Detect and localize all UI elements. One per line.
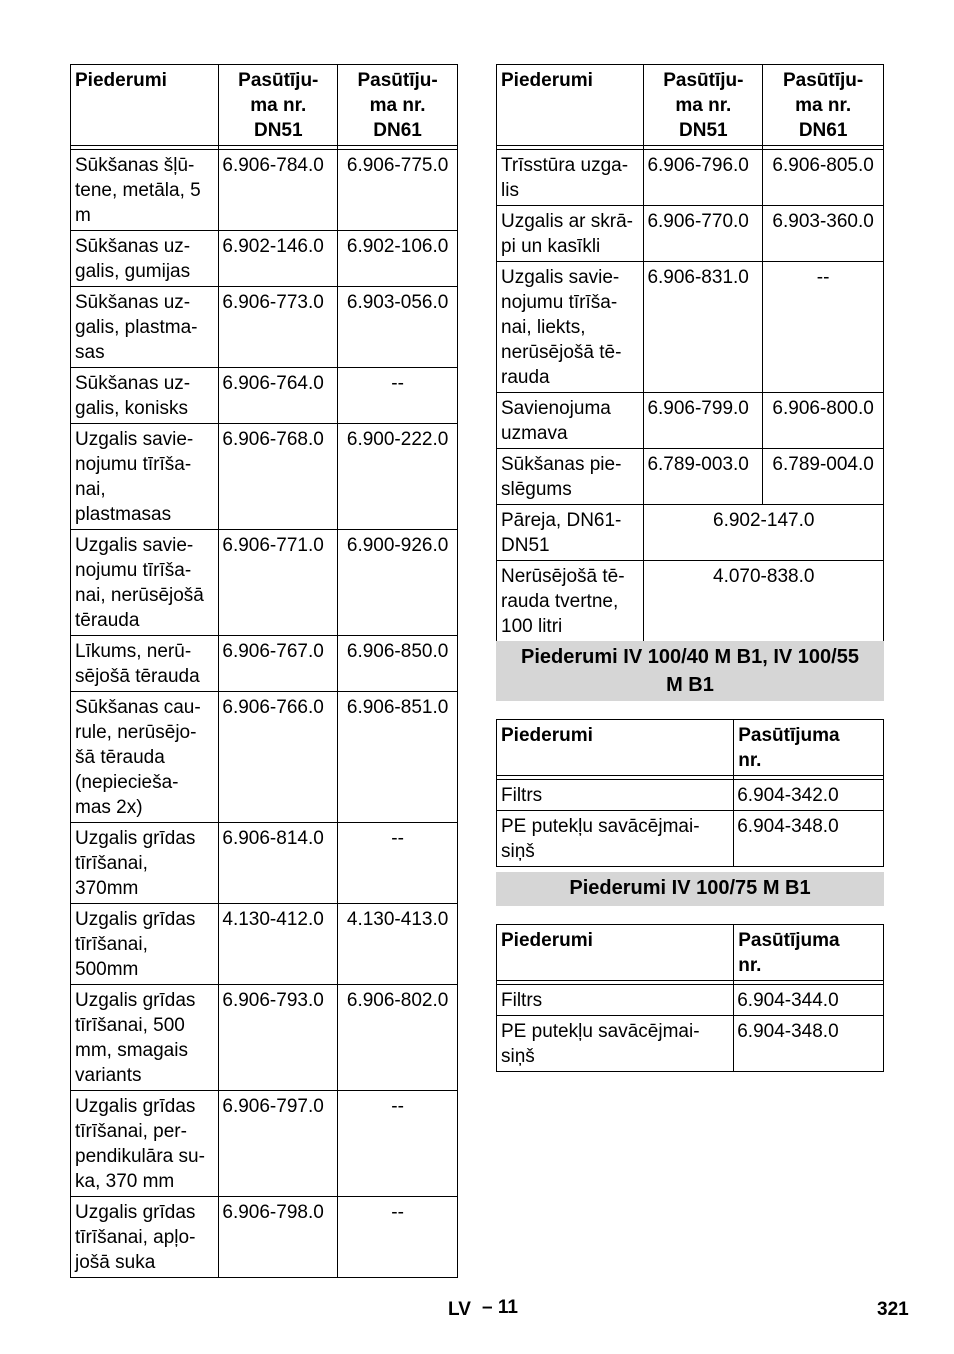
table-row bbox=[497, 1016, 884, 1072]
footer-language: LV bbox=[448, 1299, 471, 1320]
item-name: Trīsstūra uzga- lis bbox=[497, 150, 644, 206]
table-row bbox=[71, 1197, 458, 1278]
order-number-dn61: 6.906-802.0 bbox=[338, 985, 458, 1091]
footer-page-number: 321 bbox=[877, 1299, 909, 1320]
header-dn61: Pasūtīju- ma nr. DN61 bbox=[763, 65, 884, 146]
table-row bbox=[497, 811, 884, 867]
item-name: Uzgalis grīdas tīrīšanai, per- pendikulāra su- ka, 370 mm bbox=[71, 1091, 219, 1197]
header-dn51: Pasūtīju- ma nr. DN51 bbox=[644, 65, 763, 146]
order-number-dn51: 6.906-814.0 bbox=[219, 823, 338, 904]
table-row bbox=[71, 823, 458, 904]
order-number-dn61: -- bbox=[763, 262, 884, 393]
order-number-shared: 4.070-838.0 bbox=[644, 561, 884, 642]
order-number-dn61: -- bbox=[338, 1091, 458, 1197]
order-number-dn51: 6.906-766.0 bbox=[219, 692, 338, 823]
item-name: PE putekļu savācējmai- siņš bbox=[497, 1016, 734, 1072]
table-row bbox=[497, 393, 884, 449]
order-number-dn51: 6.906-773.0 bbox=[219, 287, 338, 368]
section-title-iv100-40-55: Piederumi IV 100/40 M B1, IV 100/55 M B1 bbox=[496, 641, 884, 701]
header-piederumi: Piederumi bbox=[71, 65, 219, 146]
footer-local-page: – 11 bbox=[482, 1297, 518, 1318]
item-name: Savienojuma uzmava bbox=[497, 393, 644, 449]
table-row bbox=[71, 150, 458, 231]
order-number-dn61: 6.906-775.0 bbox=[338, 150, 458, 231]
section-title-iv100-75: Piederumi IV 100/75 M B1 bbox=[496, 872, 884, 906]
table-row bbox=[497, 150, 884, 206]
order-number-dn51: 6.906-793.0 bbox=[219, 985, 338, 1091]
left-accessories-table bbox=[70, 64, 458, 1278]
order-number-dn51: 6.906-798.0 bbox=[219, 1197, 338, 1278]
table-row bbox=[71, 1091, 458, 1197]
item-name: Uzgalis ar skrā- pi un kasīkli bbox=[497, 206, 644, 262]
order-number-dn51: 6.906-768.0 bbox=[219, 424, 338, 530]
header-piederumi: Piederumi bbox=[497, 925, 734, 981]
order-number-dn61: 6.906-851.0 bbox=[338, 692, 458, 823]
item-name: Uzgalis savie- nojumu tīrīša- nai, liekts, nerūsējošā tē- rauda bbox=[497, 262, 644, 393]
order-number-dn61: 4.130-413.0 bbox=[338, 904, 458, 985]
item-name: Uzgalis grīdas tīrīšanai, 370mm bbox=[71, 823, 219, 904]
item-name: Nerūsējošā tē- rauda tvertne, 100 litri bbox=[497, 561, 644, 642]
order-number: 6.904-348.0 bbox=[734, 1016, 884, 1072]
table-row bbox=[497, 561, 884, 642]
item-name: Uzgalis grīdas tīrīšanai, 500 mm, smagais variants bbox=[71, 985, 219, 1091]
order-number-dn51: 6.906-770.0 bbox=[644, 206, 763, 262]
order-number-dn61: 6.789-004.0 bbox=[763, 449, 884, 505]
table-row bbox=[71, 692, 458, 823]
order-number-dn61: 6.900-222.0 bbox=[338, 424, 458, 530]
item-name: Filtrs bbox=[497, 780, 734, 811]
section2-table bbox=[496, 924, 884, 1072]
header-dn61: Pasūtīju- ma nr. DN61 bbox=[338, 65, 458, 146]
order-number: 6.904-348.0 bbox=[734, 811, 884, 867]
table-header-row bbox=[497, 925, 884, 981]
item-name: Sūkšanas cau- rule, nerūsējo- šā tērauda (nepiecieša- mas 2x) bbox=[71, 692, 219, 823]
item-name: Līkums, nerū- sējošā tērauda bbox=[71, 636, 219, 692]
table-row bbox=[71, 985, 458, 1091]
item-name: Uzgalis savie- nojumu tīrīša- nai, plastmasas bbox=[71, 424, 219, 530]
table-row bbox=[497, 505, 884, 561]
table-row bbox=[71, 424, 458, 530]
order-number-dn61: 6.902-106.0 bbox=[338, 231, 458, 287]
order-number-dn51: 4.130-412.0 bbox=[219, 904, 338, 985]
order-number-dn61: 6.900-926.0 bbox=[338, 530, 458, 636]
order-number-dn51: 6.906-799.0 bbox=[644, 393, 763, 449]
item-name: Sūkšanas uz- galis, gumijas bbox=[71, 231, 219, 287]
order-number-dn51: 6.906-764.0 bbox=[219, 368, 338, 424]
order-number-dn61: 6.903-056.0 bbox=[338, 287, 458, 368]
order-number-dn51: 6.906-767.0 bbox=[219, 636, 338, 692]
order-number: 6.904-342.0 bbox=[734, 780, 884, 811]
item-name: PE putekļu savācējmai- siņš bbox=[497, 811, 734, 867]
item-name: Uzgalis grīdas tīrīšanai, apļo- jošā suka bbox=[71, 1197, 219, 1278]
order-number-dn51: 6.906-797.0 bbox=[219, 1091, 338, 1197]
table-row bbox=[497, 780, 884, 811]
table-row bbox=[497, 449, 884, 505]
order-number-dn51: 6.789-003.0 bbox=[644, 449, 763, 505]
table-row bbox=[71, 287, 458, 368]
order-number: 6.904-344.0 bbox=[734, 985, 884, 1016]
order-number-dn51: 6.906-784.0 bbox=[219, 150, 338, 231]
order-number-dn61: 6.906-805.0 bbox=[763, 150, 884, 206]
item-name: Uzgalis savie- nojumu tīrīša- nai, nerūsējošā tērauda bbox=[71, 530, 219, 636]
header-pasutijuma: Pasūtījuma nr. bbox=[734, 720, 884, 776]
table-row bbox=[71, 530, 458, 636]
table-row bbox=[71, 904, 458, 985]
item-name: Pāreja, DN61- DN51 bbox=[497, 505, 644, 561]
header-piederumi: Piederumi bbox=[497, 720, 734, 776]
table-row bbox=[71, 368, 458, 424]
table-header-row bbox=[497, 720, 884, 776]
right-accessories-table bbox=[496, 64, 884, 642]
order-number-dn51: 6.906-771.0 bbox=[219, 530, 338, 636]
table-header-row bbox=[497, 65, 884, 146]
order-number-dn61: -- bbox=[338, 368, 458, 424]
header-piederumi: Piederumi bbox=[497, 65, 644, 146]
item-name: Sūkšanas uz- galis, konisks bbox=[71, 368, 219, 424]
order-number-dn51: 6.906-796.0 bbox=[644, 150, 763, 206]
header-pasutijuma: Pasūtījuma nr. bbox=[734, 925, 884, 981]
item-name: Sūkšanas pie- slēgums bbox=[497, 449, 644, 505]
order-number-shared: 6.902-147.0 bbox=[644, 505, 884, 561]
section1-table bbox=[496, 719, 884, 867]
table-header-row bbox=[71, 65, 458, 146]
order-number-dn61: -- bbox=[338, 1197, 458, 1278]
table-row bbox=[497, 262, 884, 393]
item-name: Filtrs bbox=[497, 985, 734, 1016]
item-name: Uzgalis grīdas tīrīšanai, 500mm bbox=[71, 904, 219, 985]
table-row bbox=[71, 231, 458, 287]
table-row bbox=[497, 985, 884, 1016]
order-number-dn51: 6.902-146.0 bbox=[219, 231, 338, 287]
order-number-dn61: -- bbox=[338, 823, 458, 904]
order-number-dn51: 6.906-831.0 bbox=[644, 262, 763, 393]
order-number-dn61: 6.906-800.0 bbox=[763, 393, 884, 449]
item-name: Sūkšanas uz- galis, plastma- sas bbox=[71, 287, 219, 368]
order-number-dn61: 6.906-850.0 bbox=[338, 636, 458, 692]
header-dn51: Pasūtīju- ma nr. DN51 bbox=[219, 65, 338, 146]
table-row bbox=[71, 636, 458, 692]
table-row bbox=[497, 206, 884, 262]
order-number-dn61: 6.903-360.0 bbox=[763, 206, 884, 262]
item-name: Sūkšanas šļū- tene, metāla, 5 m bbox=[71, 150, 219, 231]
